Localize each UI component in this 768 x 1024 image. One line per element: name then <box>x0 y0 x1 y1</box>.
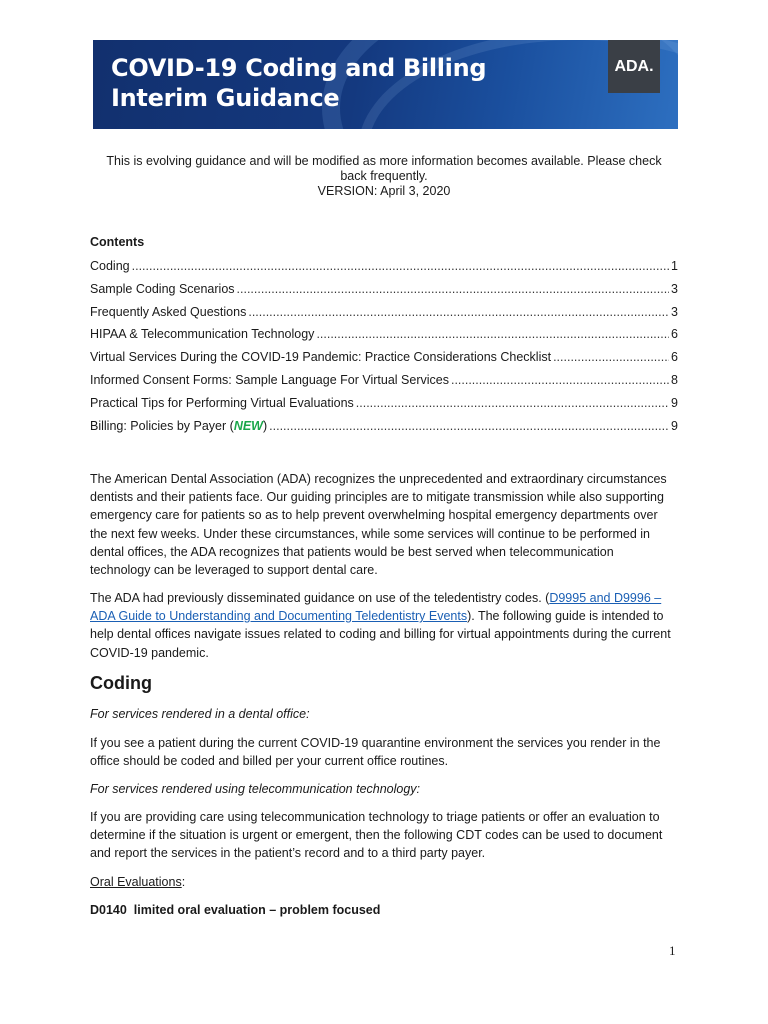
toc-leader <box>237 282 670 296</box>
oral-evaluations-text: Oral Evaluations <box>90 875 182 889</box>
toc-label-text: ) <box>262 418 268 433</box>
toc-label: Frequently Asked Questions <box>90 304 247 319</box>
toc-label: Coding <box>90 259 130 273</box>
toc-leader <box>451 373 669 387</box>
header-banner <box>93 40 678 129</box>
paragraph-line <box>90 607 680 625</box>
teledentistry-paragraph <box>90 589 680 662</box>
intro-notice <box>90 154 678 199</box>
toc-page: 9 <box>671 418 678 433</box>
intro-line: This is evolving guidance and will be modified as more information becomes available. Please check <box>106 154 662 168</box>
paragraph-line: emergency care for patients so as to help prevent overwhelming hospital emergency departments over <box>90 508 658 523</box>
toc-item-sample-coding-scenarios[interactable] <box>90 282 678 305</box>
toc-page: 8 <box>671 372 678 387</box>
toc-page: 3 <box>671 281 678 296</box>
paragraph-line: help dental offices navigate issues related to coding and billing for virtual appointments during the current <box>90 627 671 642</box>
coding-heading: Coding <box>90 673 152 693</box>
toc-label: Practical Tips for Performing Virtual Evaluations <box>90 395 354 410</box>
paragraph-line: If you are providing care using telecommunication technology to triage patients or offer an evaluation to <box>90 810 660 824</box>
toc-page: 6 <box>671 327 678 342</box>
dental-office-paragraph <box>90 734 680 770</box>
subheading-telecom: For services rendered using telecommunication technology: <box>90 782 421 796</box>
telecom-paragraph <box>90 808 680 863</box>
intro-line: back frequently. <box>340 169 428 183</box>
toc-label: HIPAA & Telecommunication Technology <box>90 327 315 342</box>
toc-leader <box>248 305 669 319</box>
toc-leader <box>356 396 669 410</box>
document-title-line: Interim Guidance <box>111 84 340 112</box>
cdt-code-description: limited oral evaluation – problem focused <box>133 903 381 917</box>
toc-item-hipaa[interactable] <box>90 327 678 350</box>
intro-paragraph <box>90 470 680 579</box>
table-of-contents <box>90 259 678 441</box>
paragraph-line: determine if the situation is urgent or emergent, then the following CDT codes can be used to document <box>90 828 663 843</box>
paragraph-line: office should be coded and billed per your current office routines. <box>90 754 449 769</box>
paragraph-line: COVID-19 pandemic. <box>90 645 209 660</box>
ada-logo: ADA. <box>608 40 660 93</box>
paragraph-line: The American Dental Association (ADA) recognizes the unprecedented and extraordinary circumstances <box>90 472 667 486</box>
toc-label-text: Billing: Policies by Payer ( <box>90 418 234 433</box>
paragraph-line: and report the services in the patient’s record and to a third party payer. <box>90 846 486 861</box>
cdt-code-line <box>90 901 680 919</box>
paragraph-text: ). The following guide is intended to <box>467 609 664 624</box>
version-text: VERSION: April 3, 2020 <box>317 184 451 198</box>
paragraph-line: the next few weeks. Under these circumstances, while some services will continue to be performed in <box>90 526 650 541</box>
toc-item-coding[interactable] <box>90 259 678 282</box>
document-title <box>111 53 486 113</box>
cdt-code: D0140 <box>90 903 127 917</box>
document-title-line: COVID-19 Coding and Billing <box>111 54 487 82</box>
oral-evaluations-colon: : <box>181 875 186 889</box>
toc-page: 1 <box>671 259 678 273</box>
toc-item-virtual-services[interactable] <box>90 350 678 373</box>
toc-leader <box>269 419 669 433</box>
toc-page: 3 <box>671 304 678 319</box>
page-number: 1 <box>669 943 676 958</box>
toc-label: Sample Coding Scenarios <box>90 281 235 296</box>
teledentistry-guide-link[interactable]: ADA Guide to Understanding and Documenting Teledentistry Events <box>90 609 468 624</box>
toc-label: Virtual Services During the COVID-19 Pandemic: Practice Considerations Checklist <box>90 350 552 365</box>
teledentistry-link[interactable]: D9995 and D9996 – <box>549 591 662 605</box>
new-badge: NEW <box>233 418 263 433</box>
oral-evaluations-label <box>90 873 680 891</box>
toc-item-informed-consent[interactable] <box>90 373 678 396</box>
paragraph-line <box>90 589 680 607</box>
paragraph-line: If you see a patient during the current COVID-19 quarantine environment the services you render in the <box>90 736 661 750</box>
subheading-dental-office: For services rendered in a dental office: <box>90 707 310 721</box>
toc-item-faq[interactable] <box>90 305 678 328</box>
toc-leader <box>316 327 669 341</box>
toc-label <box>90 419 267 433</box>
contents-heading: Contents <box>90 235 145 249</box>
toc-item-practical-tips[interactable] <box>90 396 678 419</box>
paragraph-line: dentists and their patients face. Our guiding principles are to mitigate transmission while also supporting <box>90 490 664 505</box>
toc-leader <box>553 350 669 364</box>
toc-label: Informed Consent Forms: Sample Language For Virtual Services <box>90 372 449 387</box>
paragraph-text: The ADA had previously disseminated guidance on use of the teledentistry codes. ( <box>90 591 550 605</box>
toc-item-billing[interactable] <box>90 419 678 442</box>
toc-leader <box>132 259 669 273</box>
toc-page: 9 <box>671 395 678 410</box>
paragraph-line: dental offices, the ADA recognizes that patients would be best served when telecommunication <box>90 544 614 559</box>
toc-page: 6 <box>671 350 678 365</box>
paragraph-line: technology can be leveraged to support dental care. <box>90 563 378 578</box>
